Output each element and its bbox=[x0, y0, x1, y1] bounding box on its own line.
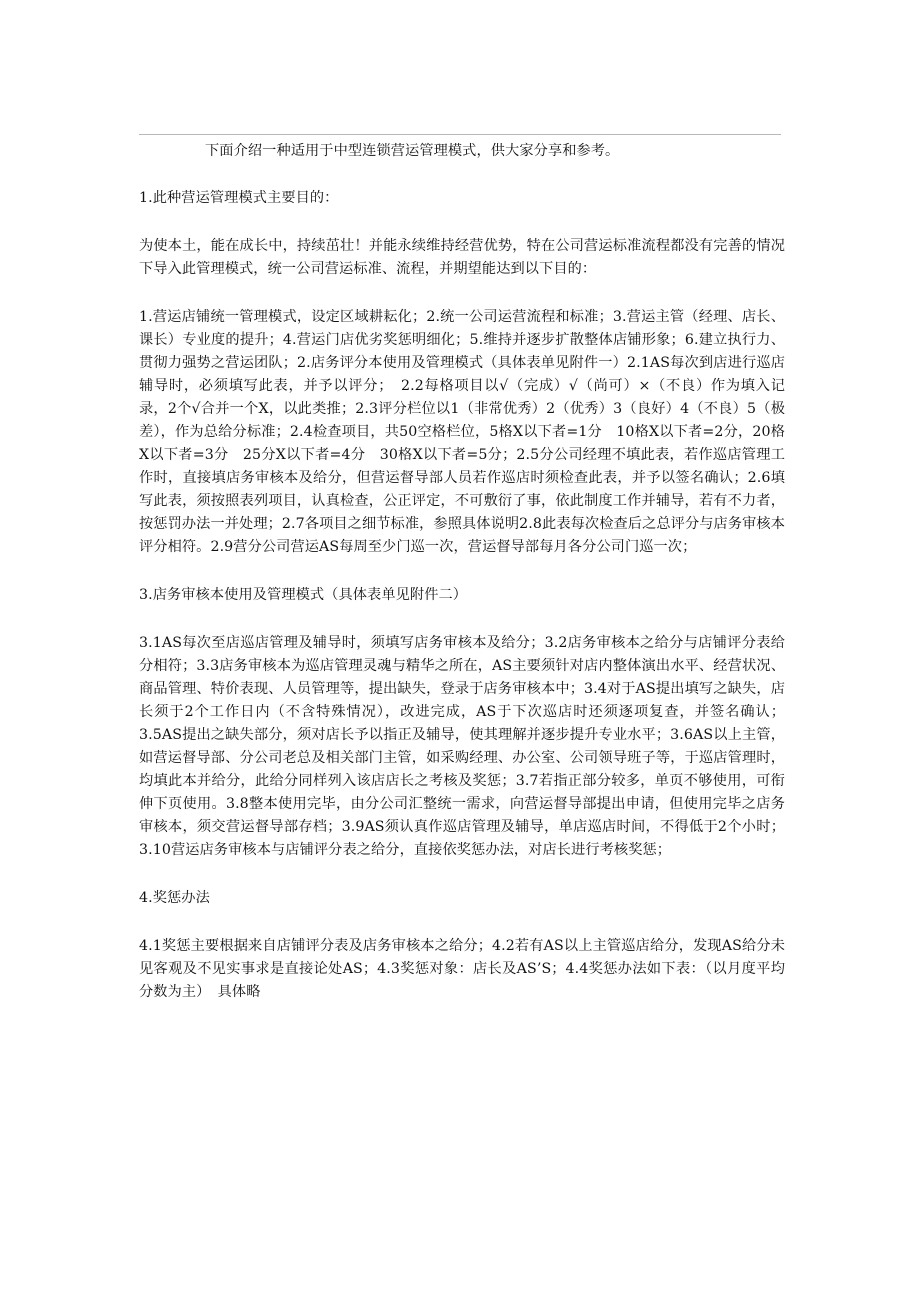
intro-paragraph: 下面介绍一种适用于中型连锁营运管理模式，供大家分享和参考。 bbox=[205, 143, 620, 159]
section-1-paragraph-2: 1.营运店铺统一管理模式，设定区域耕耘化；2.统一公司运营流程和标准；3.营运主管（经理、店长、课长）专业度的提升；4.营运门店优劣奖惩明细化；5.维持并逐步扩散整体店铺形象；6.建立执行力、贯彻力强势之营运团队；2.店务评分本使用及管理模式（具体表单见附件一）2.1AS每次到店进行巡店辅导时，必须填写此表，并予以评分； 2.2每格项目以√（完成）√（尚可）×（不良）作为填入记录，2个√合并一个X，以此类推；2.3评分栏位以1（非常优秀）2（优秀）3（良好）4（不良）5（极差），作为总给分标准；2.4检查项目，共50空格栏位，5格X以下者=1分 10格X以下者=2分，20格X以下者=3分 25分X以下者=4分 30格X以下者=5分；2.5分公司经理不填此表，若作巡店管理工作时，直接填店务审核本及给分，但营运督导部人员若作巡店时须检查此表，并予以签名确认；2.6填写此表，须按照表列项目，认真检查，公正评定，不可敷衍了事，依此制度工作并辅导，若有不力者，按惩罚办法一并处理；2.7各项目之细节标准，参照具体说明2.8此表每次检查后之总评分与店务审核本评分相符。2.9营分公司营运AS每周至少门巡一次，营运督导部每月各分公司门巡一次； bbox=[139, 309, 785, 555]
section-4-heading: 4.奖惩办法 bbox=[139, 890, 210, 906]
section-3-paragraph: 3.1AS每次至店巡店管理及辅导时，须填写店务审核本及给分；3.2店务审核本之给分与店铺评分表给分相符；3.3店务审核本为巡店管理灵魂与精华之所在，AS主要须针对店内整体演出水平、经营状况、商品管理、特价表现、人员管理等，提出缺失，登录于店务审核本中；3.4对于AS提出填写之缺失，店长须于2个工作日内（不含特殊情况），改进完成，AS于下次巡店时还须逐项复查，并签名确认；3.5AS提出之缺失部分，须对店长予以指正及辅导，使其理解并逐步提升专业水平；3.6AS以上主管，如营运督导部、分公司老总及相关部门主管，如采购经理、办公室、公司领导班子等，于巡店管理时，均填此本并给分，此给分同样列入该店店长之考核及奖惩；3.7若指正部分较多，单页不够使用，可衔伸下页使用。3.8整本使用完毕，由分公司汇整统一需求，向营运督导部提出申请，但使用完毕之店务审核本，须交营运督导部存档；3.9AS须认真作巡店管理及辅导，单店巡店时间，不得低于2个小时；3.10营运店务审核本与店铺评分表之给分，直接依奖惩办法，对店长进行考核奖惩； bbox=[139, 635, 785, 858]
top-divider bbox=[139, 134, 781, 135]
section-1-heading: 1.此种营运管理模式主要目的： bbox=[139, 190, 339, 206]
section-4-paragraph: 4.1奖惩主要根据来自店铺评分表及店务审核本之给分；4.2若有AS以上主管巡店给分，发现AS给分未见客观及不见实事求是直接论处AS；4.3奖惩对象：店长及AS’S；4.4奖惩办法如下表：（以月度平均分数为主） 具体略 bbox=[139, 938, 785, 1000]
section-1-paragraph-1: 为使本土，能在成长中，持续茁壮！并能永续维持经营优势，特在公司营运标准流程都没有完善的情况下导入此管理模式，统一公司营运标准、流程，并期望能达到以下目的： bbox=[139, 238, 785, 277]
document-body bbox=[139, 140, 785, 1029]
section-3-heading: 3.店务审核本使用及管理模式（具体表单见附件二） bbox=[139, 587, 468, 603]
